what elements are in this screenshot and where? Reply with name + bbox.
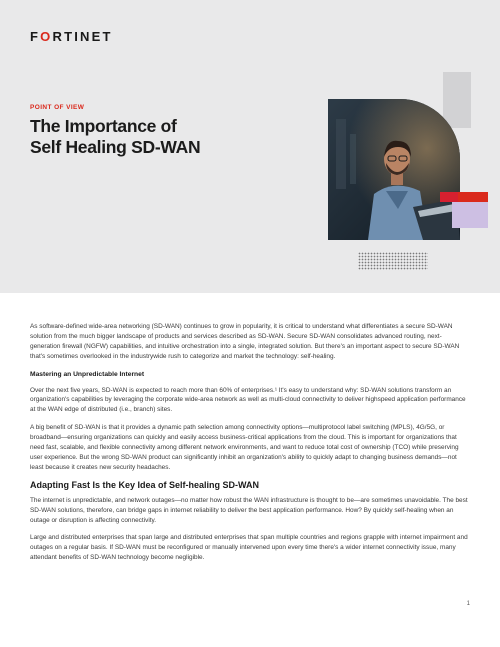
eyebrow-label: POINT OF VIEW xyxy=(30,104,85,111)
paragraph-enterprises: Large and distributed enterprises that span large and distributed enterprises that span multiple countries and regions grapple with internet impairment and outages on a regular basis. If SD-WAN must be reconfigured or manually intervened upon every time there's a wider internet connectivity issue, many attendant benefits of SD-WAN technology become negligible. xyxy=(30,534,468,562)
decorative-lilac-block xyxy=(452,202,488,228)
photo-man-at-laptop xyxy=(328,99,460,240)
paragraph-growth: Over the next five years, SD-WAN is expected to reach more than 60% of enterprises.¹ It's easy to understand why: SD-WAN solutions transform an organization's capabilities by leveraging the corporate wide-area network as well as multi-cloud connectivity to deliver highspeed application performance at the WAN edge of distributed (i.e., branch) sites. xyxy=(30,386,466,414)
paragraph-benefit: A big benefit of SD-WAN is that it provides a dynamic path selection among connectivity options—multiprotocol label switching (MPLS), 4G/5G, or broadband—ensuring organizations can quickly and easily access business-critical applications from the cloud. This is important for organizations that need fast, scalable, and flexible connectivity among different network environments, and want to reduce total cost of ownership (TCO) while preserving user experience. But the wrong SD-WAN product can significantly inhibit an organization's ability to quickly adapt to changing business demands—not least because it creates new security headaches. xyxy=(30,424,459,471)
page-title xyxy=(30,116,270,158)
decorative-dot-grid xyxy=(358,252,428,270)
logo-text: FORTINET xyxy=(30,29,113,44)
title-line-2: Self Healing SD-WAN xyxy=(30,137,201,157)
paragraph-unpredictable: The internet is unpredictable, and network outages—no matter how robust the WAN infrastructure is thought to be—are sometimes unavoidable. The best SD-WAN solutions, therefore, can bridge gaps in internet reliability to deliver the best application performance. How? By quickly self-healing when an outage or disruption is affecting connectivity. xyxy=(30,496,468,524)
decorative-gray-block xyxy=(443,72,471,128)
intro-paragraph: As software-defined wide-area networking (SD-WAN) continues to grow in popularity, it is critical to understand what differentiates a secure SD-WAN solution from the much bigger landscape of products and services described as SD-WAN. Secure SD-WAN consolidates advanced routing, next-generation firewall (NGFW) capabilities, and intuitive orchestration into a single, integrated solution. But there's an important aspect to secure SD-WAN that's sometimes overlooked in the industrywide rush to categorize and market the technology: self-healing. xyxy=(30,323,460,360)
article-body xyxy=(30,322,470,571)
page-number: 1 xyxy=(466,601,470,607)
decorative-red-bar-right xyxy=(458,192,488,202)
section-heading-mastering: Mastering an Unpredictable Internet xyxy=(30,370,145,378)
hero-photo xyxy=(328,99,460,240)
decorative-red-bar xyxy=(440,192,460,202)
title-line-1: The Importance of xyxy=(30,116,177,136)
fortinet-logo xyxy=(30,29,113,44)
section-heading-adapting: Adapting Fast Is the Key Idea of Self-healing SD-WAN xyxy=(30,479,260,490)
